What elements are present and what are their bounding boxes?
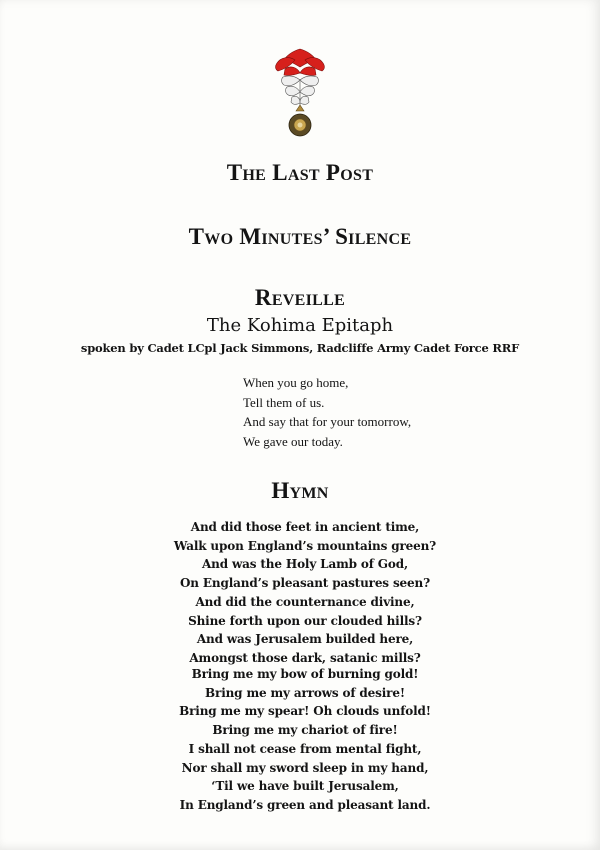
heading-hymn: Hymn <box>271 478 329 503</box>
hymn-line: And was the Holy Lamb of God, <box>201 557 409 572</box>
heading-reveille: Reveille <box>254 285 346 310</box>
epitaph-line: And say that for your tomorrow, <box>243 414 412 429</box>
hymn-verse-1 <box>0 518 600 668</box>
hymn-line: And did those feet in ancient time, <box>190 520 420 534</box>
hymn-line: Bring me my chariot of fire! <box>212 723 398 738</box>
epitaph-line: We gave our today. <box>243 433 343 449</box>
hymn-line: On England’s pleasant pastures seen? <box>180 576 430 591</box>
hymn-line: And did the counternance divine, <box>195 594 415 609</box>
epitaph-text <box>243 373 411 451</box>
hymn-line: I shall not cease from mental fight, <box>188 741 422 756</box>
hymn-line: Bring me my arrows of desire! <box>205 685 405 700</box>
hymn-line: Bring me my bow of burning gold! <box>191 667 419 681</box>
heading-kohima-epitaph: The Kohima Epitaph <box>206 315 394 336</box>
hymn-line: Shine forth upon our clouded hills? <box>188 613 422 628</box>
hymn-line: Walk upon England’s mountains green? <box>173 538 437 553</box>
hymn-line: ‘Til we have built Jerusalem, <box>211 779 399 794</box>
epitaph-line: Tell them of us. <box>243 394 325 410</box>
hymn-line: And was Jerusalem builded here, <box>196 632 414 647</box>
heading-two-minutes-silence: Two Minutes’ Silence <box>188 224 412 249</box>
heading-last-post: The Last Post <box>226 160 374 185</box>
epitaph-line: When you go home, <box>243 375 349 390</box>
spoken-by-credit: spoken by Cadet LCpl Jack Simmons, Radcliffe Army Cadet Force RRF <box>80 341 520 355</box>
hymn-verse-2 <box>0 665 600 815</box>
hymn-line: Amongst those dark, satanic mills? <box>189 650 421 665</box>
hymn-line: In England’s green and pleasant land. <box>179 797 431 812</box>
rrf-hackle-grenade-icon <box>265 45 335 145</box>
hymn-line: Bring me my spear! Oh clouds unfold! <box>179 704 431 719</box>
hymn-line: Nor shall my sword sleep in my hand, <box>181 760 429 775</box>
